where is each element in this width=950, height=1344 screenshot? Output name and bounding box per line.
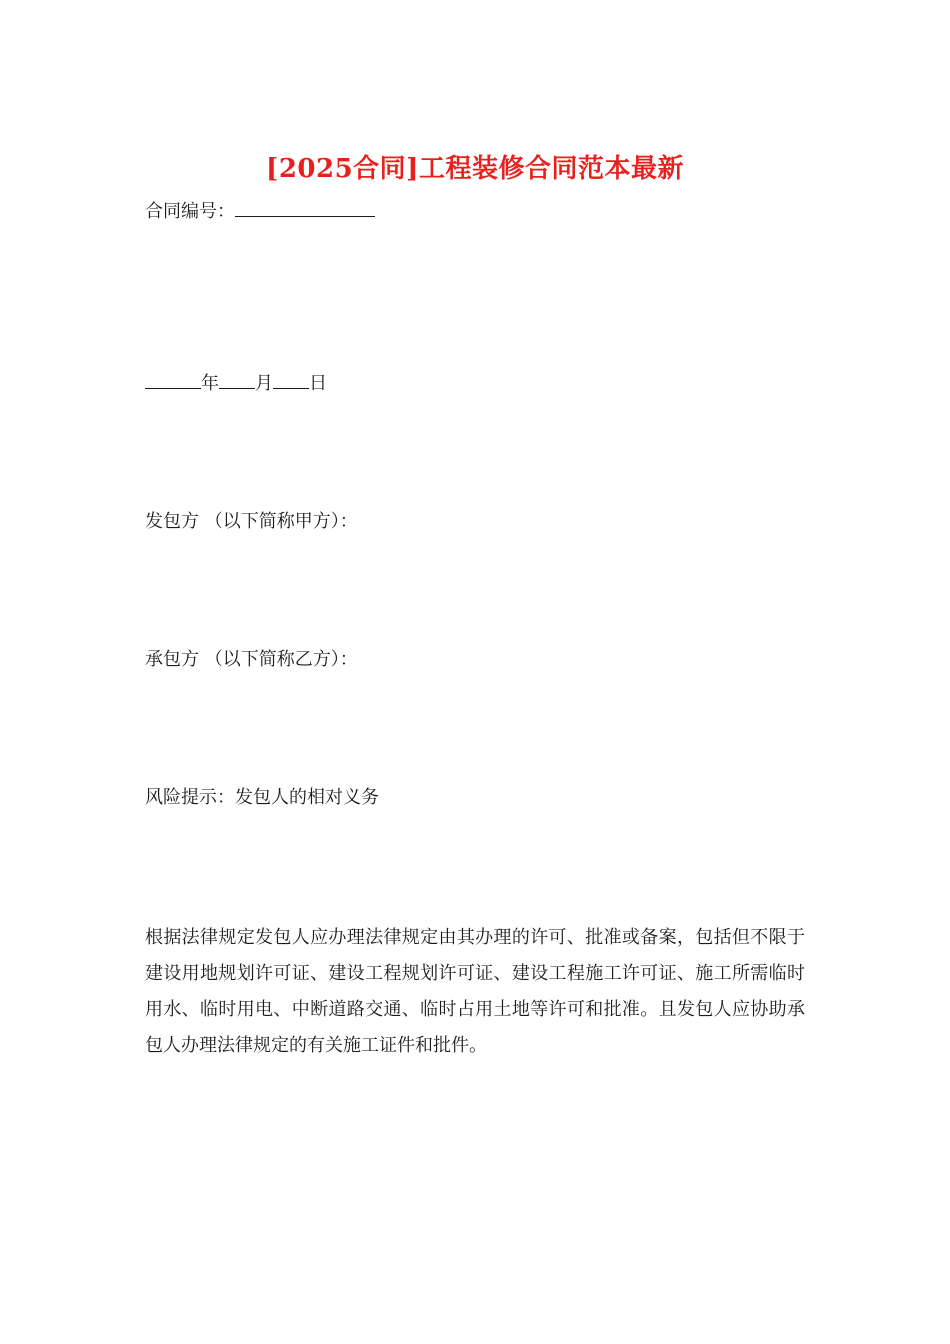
- party-b-line: 承包方 （以下简称乙方）：: [145, 649, 358, 670]
- year-blank: [145, 370, 201, 389]
- day-label: 日: [309, 373, 327, 394]
- year-label: 年: [201, 373, 219, 394]
- party-a-line: 发包方 （以下简称甲方）：: [145, 511, 358, 532]
- risk-tip-line: 风险提示：发包人的相对义务: [145, 787, 379, 808]
- body-paragraph: 根据法律规定发包人应办理法律规定由其办理的许可、批准或备案，包括但不限于建设用地规划许可证、建设工程规划许可证、建设工程施工许可证、施工所需临时用水、临时用电、中断道路交通、临时占用土地等许可和批准。且发包人应协助承包人办理法律规定的有关施工证件和批件。: [145, 927, 805, 1056]
- contract-number-blank: [235, 198, 375, 217]
- date-line: [145, 370, 327, 397]
- day-blank: [273, 370, 309, 389]
- document-title: [2025合同]工程装修合同范本最新: [266, 154, 684, 184]
- month-label: 月: [255, 373, 273, 394]
- contract-number-label: 合同编号：: [145, 201, 235, 222]
- contract-number-line: [145, 198, 375, 225]
- month-blank: [219, 370, 255, 389]
